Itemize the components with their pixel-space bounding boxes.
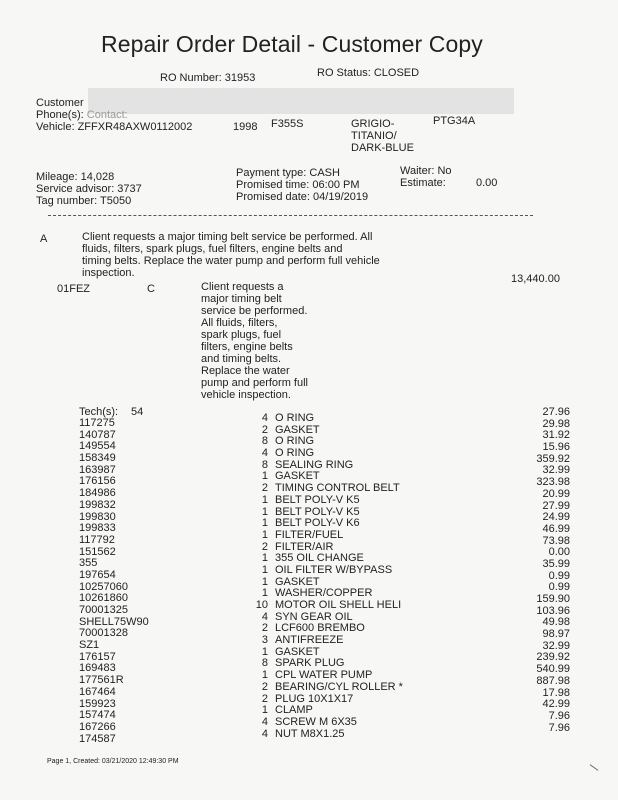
part-number: 10257060 [79, 580, 128, 593]
part-price: 32.99 [542, 639, 570, 652]
part-price: 49.98 [542, 616, 570, 629]
part-number: SHELL75W90 [79, 615, 149, 628]
quantity: 2 [261, 423, 268, 436]
part-number: 117792 [79, 533, 115, 546]
quantity: 2 [261, 622, 268, 635]
quantity: 10 [255, 599, 268, 611]
quantity: 4 [261, 727, 268, 740]
desc-line: Replace the water [201, 365, 290, 377]
part-price: 42.99 [542, 698, 570, 711]
desc-line: pump and perform full [201, 377, 308, 389]
part-number: 355 [79, 557, 98, 570]
part-price: 98.97 [542, 628, 570, 641]
quantity: 1 [261, 645, 268, 658]
part-number: 158349 [79, 452, 116, 465]
part-description: BELT POLY-V K5 [275, 493, 360, 506]
part-description: NUT M8X1.25 [275, 727, 345, 740]
quantity: 2 [261, 680, 268, 693]
techs-label: Tech(s): [79, 406, 119, 418]
part-price: 239.92 [536, 651, 570, 664]
service-info [36, 171, 142, 207]
estimate-label: Estimate: [400, 177, 446, 189]
estimate-value: 0.00 [476, 177, 498, 189]
part-description: PLUG 10X1X17 [275, 692, 354, 705]
part-number-column [79, 418, 149, 745]
part-description: GASKET [275, 575, 320, 588]
ro-status: RO Status: CLOSED [317, 67, 420, 79]
desc-line: vehicle inspection. [201, 389, 291, 401]
desc-line: filters, engine belts [201, 341, 293, 353]
part-number: 169483 [79, 662, 116, 675]
part-number: 199833 [79, 522, 116, 535]
part-description: O RING [275, 447, 315, 460]
quantity: 1 [261, 669, 268, 682]
waiter-info [400, 165, 452, 189]
part-number: 163987 [79, 463, 116, 476]
part-price: 7.96 [548, 721, 570, 734]
quantity: 8 [261, 458, 268, 471]
part-price: 24.99 [542, 511, 570, 524]
part-number: 117275 [79, 417, 115, 429]
part-number: 184986 [79, 487, 116, 500]
description-column [275, 413, 403, 740]
part-number: 174587 [79, 732, 116, 745]
part-number: 199832 [79, 498, 116, 511]
desc-line: major timing belt [201, 293, 282, 305]
quantity: 4 [261, 610, 268, 623]
part-description: ANTIFREEZE [275, 634, 344, 647]
quantity: 4 [261, 412, 268, 424]
part-description: MOTOR OIL SHELL HELI [275, 599, 402, 611]
phone-text: Phone(s): [36, 109, 84, 121]
quantity: 2 [261, 692, 268, 705]
vehicle-vin: Vehicle: ZFFXR48AXW0112002 [36, 121, 193, 133]
desc-line: service be performed. [201, 305, 308, 317]
part-description: FILTER/AIR [275, 540, 334, 553]
part-number: 167266 [79, 720, 116, 733]
desc-line: All fluids, filters, [201, 317, 278, 329]
part-price: 540.99 [536, 663, 570, 676]
part-price: 103.96 [536, 604, 570, 617]
mileage: Mileage: 14,028 [36, 171, 115, 183]
part-description: BELT POLY-V K6 [275, 517, 360, 530]
quantity-column [248, 413, 268, 740]
techs-value: 54 [131, 406, 144, 418]
part-description: TIMING CONTROL BELT [275, 482, 400, 495]
quantity: 1 [261, 575, 268, 588]
redaction-box [88, 88, 514, 114]
part-price: 20.99 [542, 487, 570, 500]
part-number: 149554 [79, 440, 116, 453]
vehicle-year: 1998 [233, 121, 258, 133]
quantity: 1 [261, 528, 268, 541]
quantity: 2 [261, 482, 268, 495]
divider [48, 215, 533, 216]
quantity: 4 [261, 447, 268, 460]
quantity: 3 [261, 634, 268, 647]
part-description: OIL FILTER W/BYPASS [275, 563, 393, 576]
part-price: 35.99 [542, 557, 570, 570]
part-price: 0.00 [548, 546, 570, 559]
contact-text: Contact: [86, 109, 128, 121]
op-code: 01FEZ [57, 283, 91, 295]
quantity: 1 [261, 552, 268, 565]
request-line: Client requests a major timing belt service be performed. All [82, 231, 373, 243]
part-number: SZ1 [79, 639, 100, 652]
waiter: Waiter: No [400, 165, 452, 177]
scan-mark [590, 764, 599, 771]
part-price: 887.98 [536, 674, 570, 687]
page-title: Repair Order Detail - Customer Copy [101, 31, 483, 57]
part-number: 167464 [79, 685, 116, 698]
part-description: O RING [275, 412, 315, 424]
request-line: timing belts. Replace the water pump and perform full vehicle [82, 255, 380, 267]
promised-time: Promised time: 06:00 PM [236, 179, 360, 191]
part-number: 10261860 [79, 592, 128, 605]
part-price: 359.92 [536, 452, 570, 465]
part-number: 176157 [79, 650, 116, 663]
part-number: 176156 [79, 475, 116, 488]
part-price: 31.92 [542, 429, 570, 442]
part-description: WASHER/COPPER [275, 587, 373, 600]
part-description: BELT POLY-V K5 [275, 505, 360, 518]
quantity: 1 [261, 704, 268, 717]
price-column [500, 407, 570, 734]
promised-date: Promised date: 04/19/2019 [236, 191, 369, 203]
part-description: CPL WATER PUMP [275, 669, 373, 682]
part-description: FILTER/FUEL [275, 528, 344, 541]
quantity: 8 [261, 657, 268, 670]
part-description: O RING [275, 435, 315, 448]
part-description: SCREW M 6X35 [275, 715, 357, 728]
part-number: 70001328 [79, 627, 128, 640]
payment-info [236, 167, 368, 203]
color-line: TITANIO/ [351, 130, 397, 142]
part-price: 27.96 [542, 406, 570, 418]
desc-line: spark plugs, fuel [201, 329, 282, 341]
part-number: 159923 [79, 697, 116, 710]
part-description: LCF600 BREMBO [275, 622, 365, 635]
job-total: 13,440.00 [511, 273, 560, 285]
part-number: 70001325 [79, 604, 128, 616]
quantity: 4 [261, 715, 268, 728]
vehicle-color [351, 118, 414, 154]
part-price: 32.99 [542, 464, 570, 477]
request-line: fluids, filters, spark plugs, fuel filters, engine belts and [82, 243, 343, 255]
desc-line: and timing belts. [201, 353, 282, 365]
job-request [82, 231, 380, 279]
part-price: 323.98 [536, 476, 570, 489]
job-letter: A [40, 233, 48, 245]
part-number: 140787 [79, 428, 116, 441]
part-number: 177561R [79, 674, 124, 687]
part-description: SYN GEAR OIL [275, 610, 353, 623]
part-description: SPARK PLUG [275, 657, 345, 670]
part-price: 27.99 [542, 499, 570, 512]
quantity: 8 [261, 435, 268, 448]
part-number: 157474 [79, 709, 116, 722]
desc-line: Client requests a [201, 281, 284, 293]
part-price: 0.99 [548, 569, 570, 582]
part-description: GASKET [275, 470, 320, 483]
part-price: 46.99 [542, 522, 570, 535]
part-number: 199830 [79, 510, 116, 523]
footer: Page 1, Created: 03/21/2020 12:49:30 PM [47, 758, 179, 765]
part-price: 7.96 [548, 709, 570, 722]
part-description: GASKET [275, 645, 320, 658]
quantity: 1 [261, 563, 268, 576]
color-line: DARK-BLUE [351, 142, 414, 154]
part-description: CLAMP [275, 704, 313, 717]
part-description: BEARING/CYL ROLLER * [275, 680, 403, 693]
vehicle-plate: PTG34A [433, 115, 476, 127]
quantity: 1 [261, 505, 268, 518]
payment-type: Payment type: CASH [236, 167, 340, 179]
part-price: 159.90 [536, 593, 570, 605]
quantity: 1 [261, 517, 268, 530]
part-price: 73.98 [542, 534, 570, 547]
quantity: 2 [261, 540, 268, 553]
op-description [201, 281, 308, 401]
part-description: GASKET [275, 423, 320, 436]
part-price: 17.98 [542, 686, 570, 699]
ro-number: RO Number: 31953 [160, 72, 256, 84]
part-number: 151562 [79, 545, 116, 558]
color-line: GRIGIO- [351, 118, 395, 130]
customer-label: Customer [36, 97, 84, 109]
service-advisor: Service advisor: 3737 [36, 183, 142, 195]
part-description: SEALING RING [275, 458, 354, 471]
vehicle-model: F355S [271, 118, 304, 130]
part-price: 29.98 [542, 417, 570, 430]
request-line: inspection. [82, 267, 135, 279]
quantity: 1 [261, 493, 268, 506]
part-number: 197654 [79, 568, 116, 581]
part-price: 15.96 [542, 441, 570, 454]
quantity: 1 [261, 470, 268, 483]
tag-number: Tag number: T5050 [36, 195, 132, 207]
phone-label [36, 109, 128, 121]
part-description: 355 OIL CHANGE [275, 552, 364, 565]
quantity: 1 [261, 587, 268, 600]
op-type: C [147, 283, 155, 295]
part-price: 0.99 [548, 581, 570, 594]
